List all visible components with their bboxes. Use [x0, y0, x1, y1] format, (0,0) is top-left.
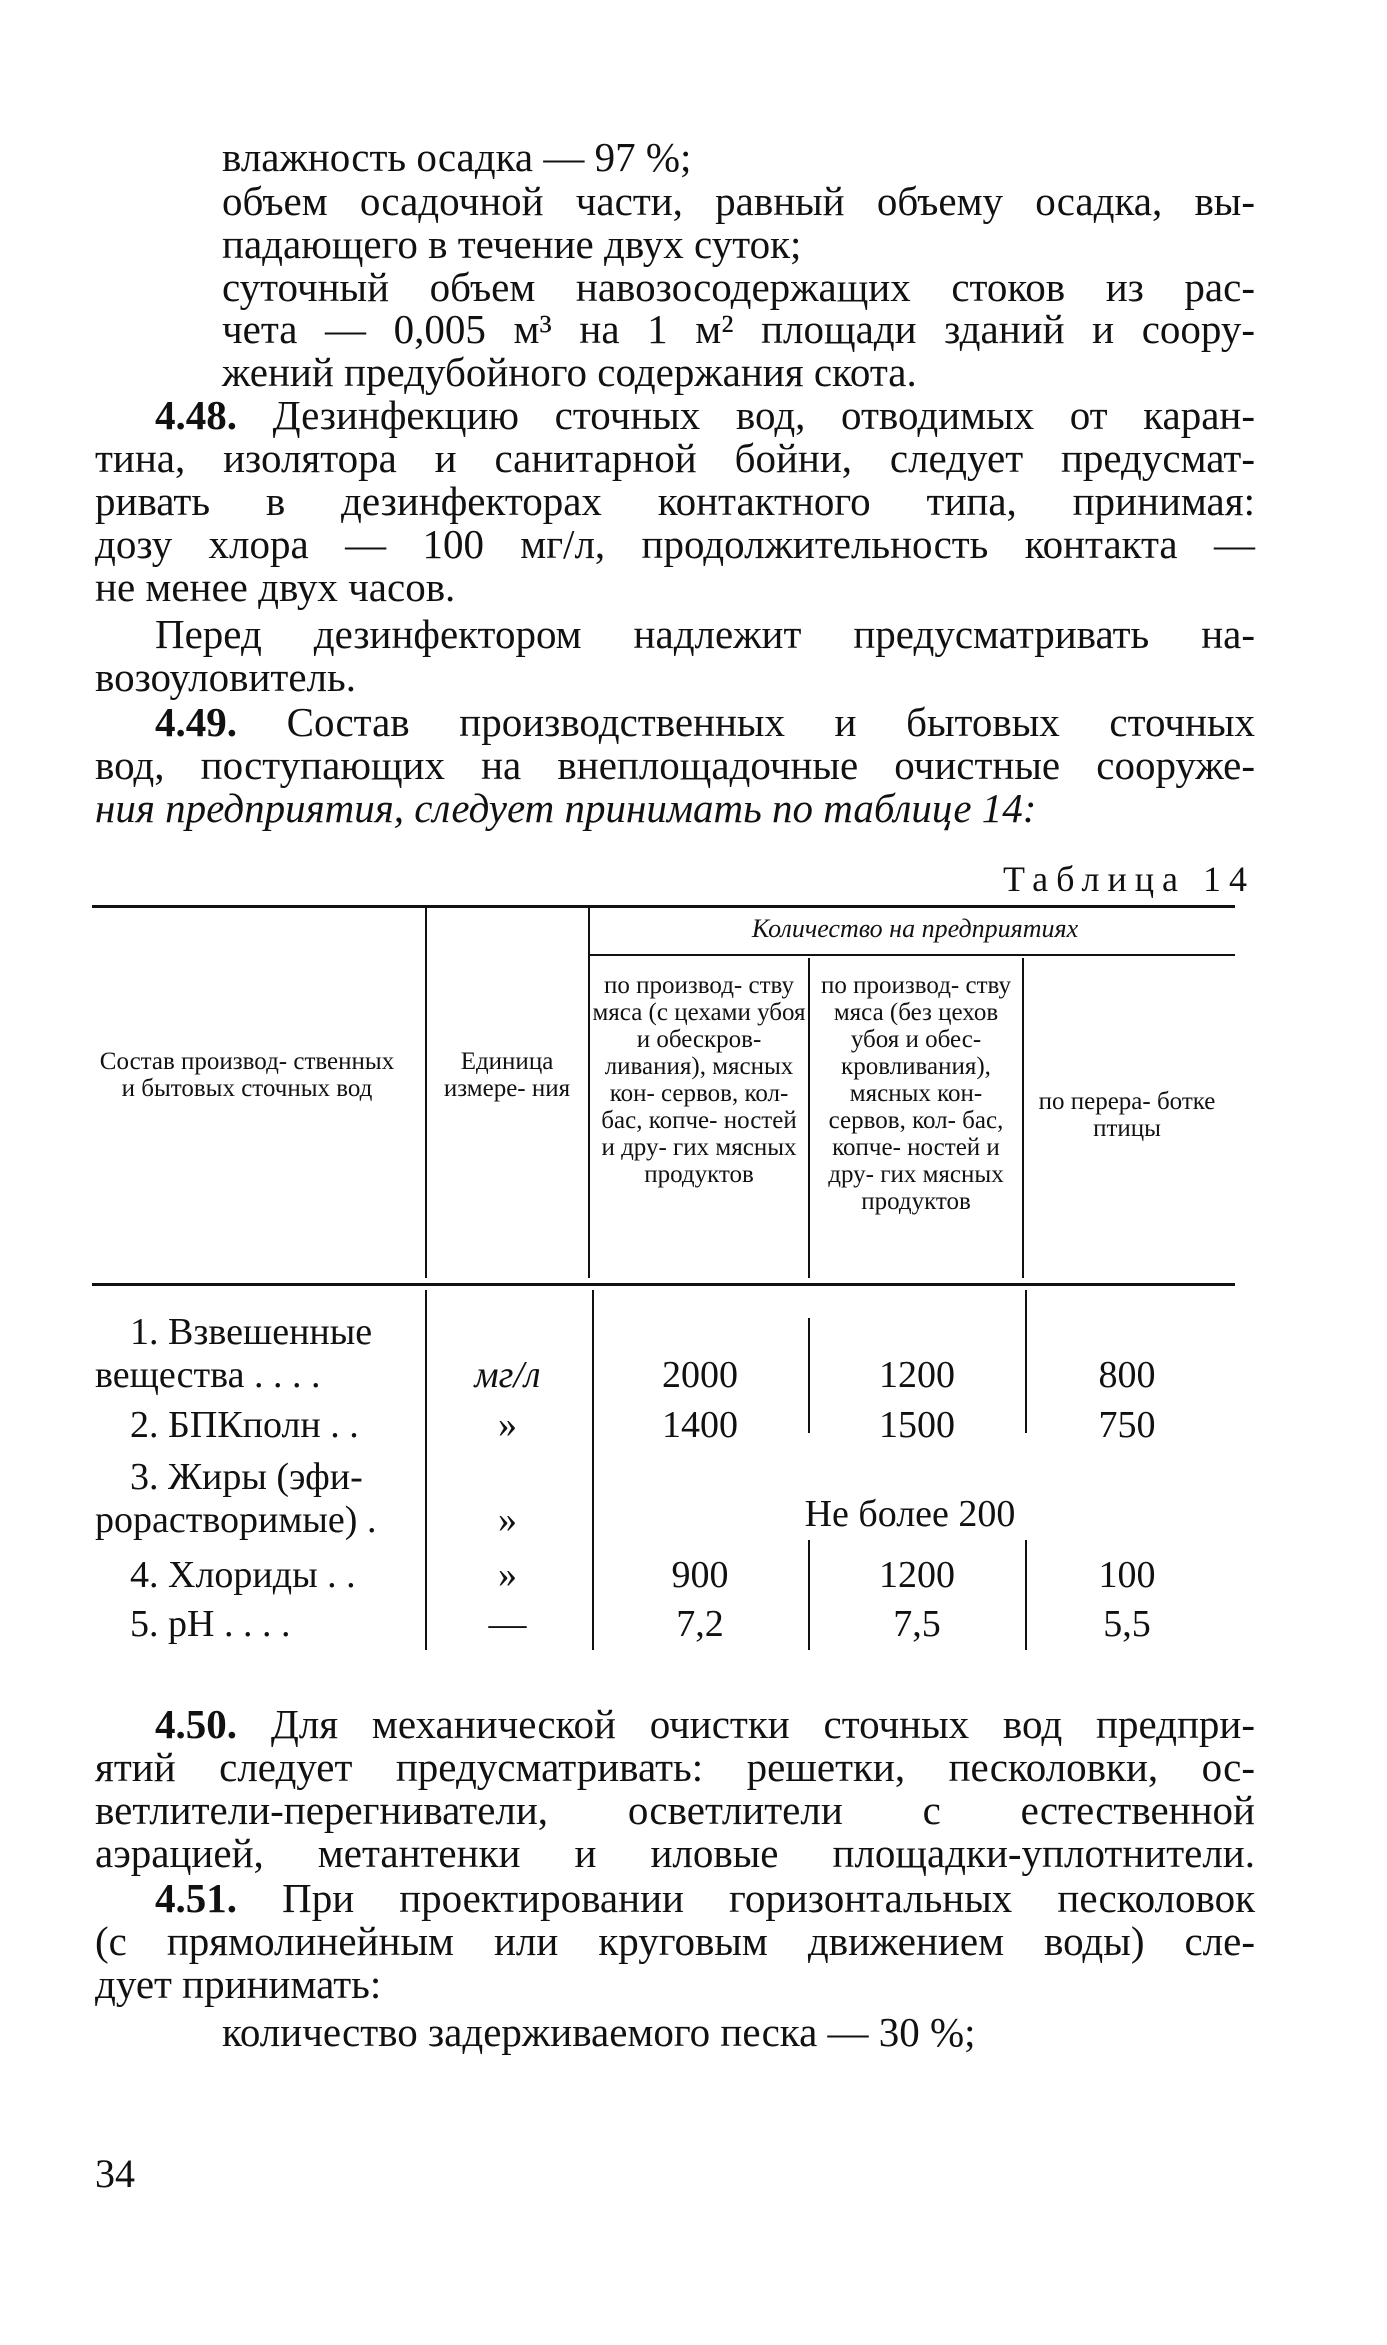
paragraph-450-line: 4.50. Для механической очистки сточных вод предпри-	[155, 1701, 1255, 1747]
cell-value: 5,5	[1103, 1603, 1151, 1645]
column-header-meat-without-slaughter: по производ- ству мяса (без цехов убоя и обес- кровливания), мясных кон- сервов, кол- бас, копче- ностей и дру- гих мясных продуктов	[821, 972, 1011, 1215]
cell-value: 1200	[879, 1354, 955, 1396]
paragraph-451-line: дует принимать:	[95, 1961, 382, 2007]
cell-unit: »	[498, 1499, 517, 1541]
paragraph-448-line: не менее двух часов.	[95, 564, 456, 610]
cell-value: 7,5	[893, 1603, 941, 1645]
table-vline	[425, 1290, 427, 1650]
paragraph-451-line: (с прямолинейным или круговым движением воды) сле-	[95, 1918, 1255, 1964]
paragraph-449-line: ния предприятия, следует принимать по таблице 14:	[95, 785, 1037, 831]
cell-value: 1400	[662, 1404, 738, 1446]
cell-value: 1200	[879, 1554, 955, 1596]
table-group-header: Количество на предприятиях	[751, 914, 1079, 943]
list-item: количество задерживаемого песка — 30 %;	[222, 2009, 976, 2055]
table-vline	[1022, 958, 1024, 1278]
list-item: объем осадочной части, равный объему осадка, вы-	[222, 178, 1255, 224]
cell-unit: мг/л	[474, 1354, 541, 1396]
paragraph-450-line: ятий следует предусматривать: решетки, песколовки, ос-	[95, 1744, 1255, 1790]
row-label: 4. Хлориды . .	[130, 1554, 356, 1596]
column-header-meat-with-slaughter: по производ- ству мяса (с цехами убоя и обескров- ливания), мясных кон- сервов, кол- бас, копче- ностей и дру- гих мясных продуктов	[592, 972, 806, 1188]
paragraph-448-line: 4.48. Дезинфекцию сточных вод, отводимых от каран-	[155, 392, 1256, 438]
table-top-rule	[92, 905, 1235, 908]
paragraph-448-line: тина, изолятора и санитарной бойни, следует предусмат-	[95, 435, 1255, 481]
paragraph-448-line: дозу хлора — 100 мг/л, продолжительность контакта —	[95, 521, 1255, 567]
paragraph-449-line: 4.49. Состав производственных и бытовых сточных	[155, 699, 1256, 745]
cell-merged-value: Не более 200	[804, 1493, 1016, 1535]
row-label: рорастворимые) .	[95, 1499, 377, 1541]
list-item: влажность осадка — 97 %;	[222, 134, 692, 180]
row-label: 2. БПКполн . .	[130, 1404, 359, 1446]
table-vline	[808, 1540, 810, 1650]
list-item: падающего в течение двух суток;	[222, 221, 802, 267]
column-header-poultry: по перера- ботке птицы	[1038, 1088, 1216, 1142]
list-item: жений предубойного содержания скота.	[222, 349, 917, 395]
cell-value: 7,2	[676, 1603, 724, 1645]
paragraph-449-line: вод, поступающих на внеплощадочные очистные сооруже-	[95, 742, 1255, 788]
table-group-rule	[588, 954, 1235, 956]
cell-unit: —	[488, 1603, 527, 1645]
list-item: чета — 0,005 м³ на 1 м² площади зданий и соору-	[222, 306, 1255, 352]
table-vline	[808, 958, 810, 1278]
table-header-rule	[92, 1283, 1235, 1286]
cell-value: 750	[1098, 1404, 1156, 1446]
cell-value: 2000	[662, 1354, 738, 1396]
paragraph-450-line: аэрацией, метантенки и иловые площадки-уплотнители.	[95, 1830, 1255, 1876]
row-label: 3. Жиры (эфи-	[130, 1456, 363, 1498]
table-vline	[425, 908, 427, 1278]
clause-number: 4.51.	[155, 1875, 237, 1921]
table-vline	[588, 908, 590, 1278]
column-header-unit: Единица измере- ния	[443, 1048, 571, 1102]
cell-value: 900	[671, 1554, 729, 1596]
clause-number: 4.49.	[155, 699, 237, 745]
clause-number: 4.50.	[155, 1701, 237, 1747]
paragraph-448-line: ривать в дезинфекторах контактного типа, принимая:	[95, 478, 1255, 524]
table-vline	[808, 1318, 810, 1433]
page-number: 34	[95, 2151, 135, 2196]
clause-number: 4.48.	[155, 392, 237, 438]
paragraph-451-line: 4.51. При проектировании горизонтальных песколовок	[155, 1875, 1256, 1921]
paragraph-448b-line: возоуловитель.	[95, 654, 356, 700]
paragraph-448b-line: Перед дезинфектором надлежит предусматривать на-	[155, 611, 1255, 657]
row-label: вещества . . . .	[95, 1354, 321, 1396]
cell-value: 1500	[879, 1404, 955, 1446]
table-caption: Таблица 14	[1003, 859, 1255, 899]
paragraph-450-line: ветлители-перегниватели, осветлители с естественной	[95, 1787, 1255, 1833]
row-label: 1. Взвешенные	[130, 1311, 373, 1353]
row-label: 5. pH . . . .	[130, 1603, 291, 1645]
cell-value: 100	[1098, 1554, 1156, 1596]
table-vline	[592, 1290, 594, 1650]
cell-unit: »	[498, 1404, 517, 1446]
column-header-composition: Состав производ- ственных и бытовых сточных вод	[99, 1048, 395, 1102]
cell-value: 800	[1098, 1354, 1156, 1396]
list-item: суточный объем навозосодержащих стоков из рас-	[222, 264, 1255, 310]
cell-unit: »	[498, 1554, 517, 1596]
